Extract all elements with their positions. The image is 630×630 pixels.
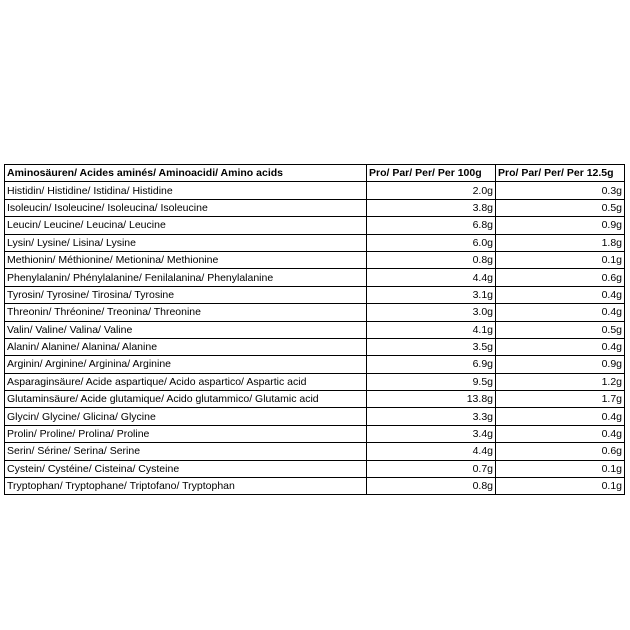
amino-acid-name-cell: Arginin/ Arginine/ Arginina/ Arginine — [5, 356, 367, 373]
table-row — [5, 234, 625, 251]
per-12-5g-cell: 0.9g — [496, 217, 625, 234]
per-100g-cell: 3.1g — [367, 286, 496, 303]
per-12-5g-cell: 0.6g — [496, 443, 625, 460]
per-100g-cell: 0.7g — [367, 460, 496, 477]
header-amino-acids: Aminosäuren/ Acides aminés/ Aminoacidi/ Amino acids — [5, 165, 367, 182]
per-100g-cell: 4.4g — [367, 269, 496, 286]
amino-acid-name-cell: Tryptophan/ Tryptophane/ Triptofano/ Tryptophan — [5, 478, 367, 495]
amino-acid-name-cell: Threonin/ Thréonine/ Treonina/ Threonine — [5, 304, 367, 321]
per-12-5g-cell: 1.8g — [496, 234, 625, 251]
per-12-5g-cell: 0.4g — [496, 338, 625, 355]
amino-acid-name-cell: Histidin/ Histidine/ Istidina/ Histidine — [5, 182, 367, 199]
table-header-row — [5, 165, 625, 182]
table-row — [5, 304, 625, 321]
per-100g-cell: 9.5g — [367, 373, 496, 390]
amino-acid-name-cell: Asparaginsäure/ Acide aspartique/ Acido aspartico/ Aspartic acid — [5, 373, 367, 390]
amino-acid-name-cell: Serin/ Sérine/ Serina/ Serine — [5, 443, 367, 460]
per-100g-cell: 6.9g — [367, 356, 496, 373]
per-12-5g-cell: 0.4g — [496, 304, 625, 321]
per-100g-cell: 0.8g — [367, 478, 496, 495]
per-12-5g-cell: 1.7g — [496, 391, 625, 408]
per-12-5g-cell: 0.1g — [496, 251, 625, 268]
amino-acid-name-cell: Cystein/ Cystéine/ Cisteina/ Cysteine — [5, 460, 367, 477]
table-row — [5, 217, 625, 234]
table-row — [5, 408, 625, 425]
amino-acid-table-container — [4, 164, 625, 495]
table-row — [5, 443, 625, 460]
table-row — [5, 182, 625, 199]
per-12-5g-cell: 1.2g — [496, 373, 625, 390]
per-12-5g-cell: 0.1g — [496, 478, 625, 495]
per-100g-cell: 2.0g — [367, 182, 496, 199]
table-body — [5, 182, 625, 495]
table-row — [5, 391, 625, 408]
per-100g-cell: 4.1g — [367, 321, 496, 338]
per-12-5g-cell: 0.9g — [496, 356, 625, 373]
table-row — [5, 478, 625, 495]
table-row — [5, 460, 625, 477]
table-row — [5, 269, 625, 286]
per-100g-cell: 3.8g — [367, 199, 496, 216]
table-row — [5, 321, 625, 338]
table-row — [5, 373, 625, 390]
per-12-5g-cell: 0.4g — [496, 425, 625, 442]
amino-acid-name-cell: Lysin/ Lysine/ Lisina/ Lysine — [5, 234, 367, 251]
per-100g-cell: 3.0g — [367, 304, 496, 321]
header-per-100g: Pro/ Par/ Per/ Per 100g — [367, 165, 496, 182]
amino-acid-name-cell: Phenylalanin/ Phénylalanine/ Fenilalanina/ Phenylalanine — [5, 269, 367, 286]
amino-acid-name-cell: Alanin/ Alanine/ Alanina/ Alanine — [5, 338, 367, 355]
amino-acid-name-cell: Valin/ Valine/ Valina/ Valine — [5, 321, 367, 338]
amino-acid-name-cell: Methionin/ Méthionine/ Metionina/ Methionine — [5, 251, 367, 268]
per-12-5g-cell: 0.4g — [496, 286, 625, 303]
per-100g-cell: 6.0g — [367, 234, 496, 251]
amino-acid-name-cell: Glycin/ Glycine/ Glicina/ Glycine — [5, 408, 367, 425]
per-12-5g-cell: 0.5g — [496, 321, 625, 338]
per-100g-cell: 4.4g — [367, 443, 496, 460]
table-row — [5, 286, 625, 303]
per-12-5g-cell: 0.6g — [496, 269, 625, 286]
per-100g-cell: 13.8g — [367, 391, 496, 408]
amino-acid-name-cell: Isoleucin/ Isoleucine/ Isoleucina/ Isoleucine — [5, 199, 367, 216]
table-row — [5, 251, 625, 268]
per-100g-cell: 3.3g — [367, 408, 496, 425]
amino-acid-name-cell: Glutaminsäure/ Acide glutamique/ Acido glutammico/ Glutamic acid — [5, 391, 367, 408]
amino-acid-table — [4, 164, 625, 495]
table-row — [5, 338, 625, 355]
per-100g-cell: 3.4g — [367, 425, 496, 442]
per-100g-cell: 0.8g — [367, 251, 496, 268]
per-12-5g-cell: 0.4g — [496, 408, 625, 425]
header-per-12-5g: Pro/ Par/ Per/ Per 12.5g — [496, 165, 625, 182]
amino-acid-name-cell: Prolin/ Proline/ Prolina/ Proline — [5, 425, 367, 442]
per-100g-cell: 3.5g — [367, 338, 496, 355]
amino-acid-name-cell: Leucin/ Leucine/ Leucina/ Leucine — [5, 217, 367, 234]
per-12-5g-cell: 0.5g — [496, 199, 625, 216]
per-100g-cell: 6.8g — [367, 217, 496, 234]
table-row — [5, 199, 625, 216]
amino-acid-name-cell: Tyrosin/ Tyrosine/ Tirosina/ Tyrosine — [5, 286, 367, 303]
per-12-5g-cell: 0.1g — [496, 460, 625, 477]
table-row — [5, 356, 625, 373]
per-12-5g-cell: 0.3g — [496, 182, 625, 199]
table-row — [5, 425, 625, 442]
